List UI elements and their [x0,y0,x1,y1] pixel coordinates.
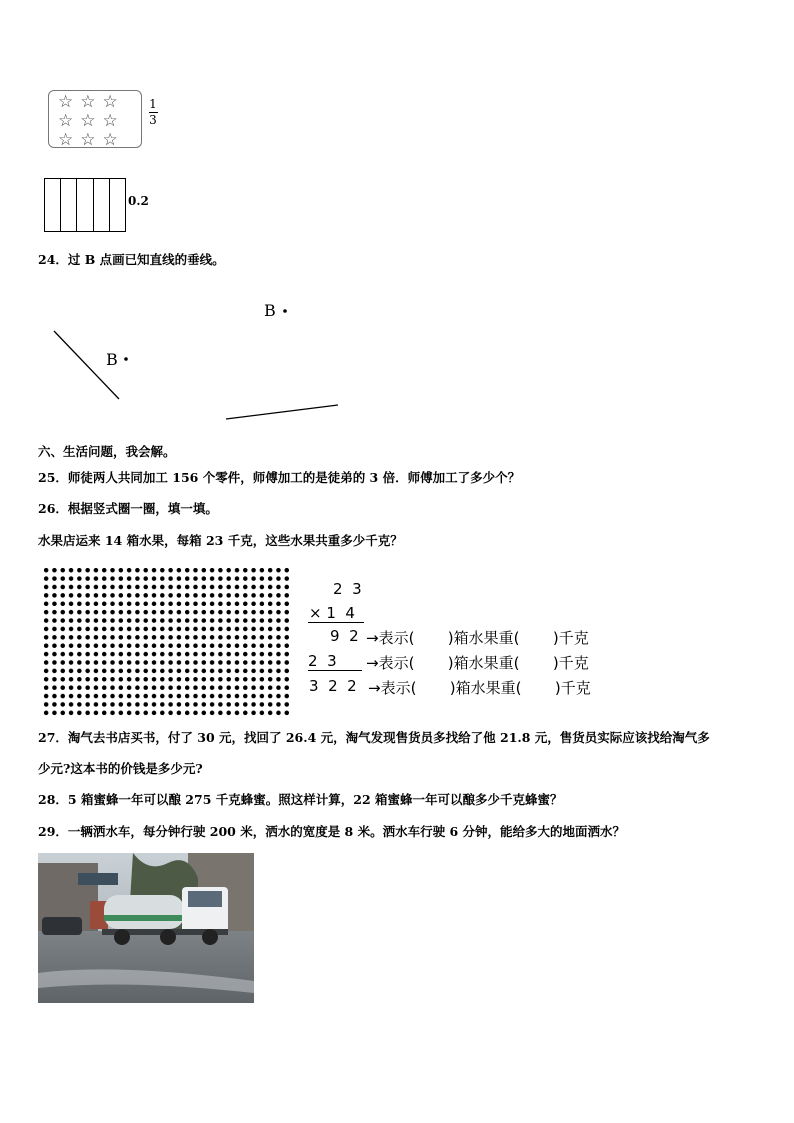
point-b-upper [283,309,287,313]
point-b-lower [124,357,128,361]
section-6-title: 六、生活问题，我会解。 [38,444,176,459]
star-icons: ☆☆☆ ☆☆☆ ☆☆☆ [58,92,125,150]
fraction-one-third: 1 3 [149,97,157,127]
calc-line-2: × 1 4 [309,604,355,622]
calc-line-3: 9 2 [330,627,359,645]
calc-fill-3: →表示( )箱水果重( )千克 [368,679,591,697]
question-26: 26．根据竖式圈一圈，填一填。 [38,501,218,516]
point-b-upper-label: B [264,301,276,320]
calc-rule-1 [308,622,364,623]
calc-rule-2 [308,670,362,671]
question-27-line-2: 少元?这本书的价钱是多少元? [38,761,203,776]
given-line-2 [226,405,338,419]
calc-fill-2: →表示( )箱水果重( )千克 [366,654,589,672]
question-27-line-1: 27．淘气去书店买书，付了 30 元，找回了 26.4 元，淘气发现售货员多找给了他 21.8 元，售货员实际应该找给淘气多 [38,730,710,745]
decimal-label: 0.2 [128,194,149,208]
question-24: 24．过 B 点画已知直线的垂线。 [38,252,225,267]
calc-line-1: 2 3 [333,580,362,598]
sprinkler-truck-photo [38,853,254,1003]
question-26-subtext: 水果店运来 14 箱水果，每箱 23 千克，这些水果共重多少千克？ [38,533,403,548]
question-29: 29．一辆洒水车，每分钟行驶 200 米，洒水的宽度是 8 米。洒水车行驶 6 分钟，能给多大的地面洒水？ [38,824,625,839]
calc-fill-1: →表示( )箱水果重( )千克 [366,629,589,647]
perpendicular-diagram [0,0,794,440]
question-25: 25．师徒两人共同加工 156 个零件，师傅加工的是徒弟的 3 倍．师傅加工了多少个？ [38,470,521,485]
question-28: 28．5 箱蜜蜂一年可以酿 275 千克蜂蜜。照这样计算，22 箱蜜蜂一年可以酿多少千克蜂蜜？ [38,792,563,807]
dot-grid [42,566,292,716]
calc-line-5: 3 2 2 [309,677,357,695]
point-b-lower-label: B [106,350,118,369]
calc-line-4: 2 3 [308,652,337,670]
